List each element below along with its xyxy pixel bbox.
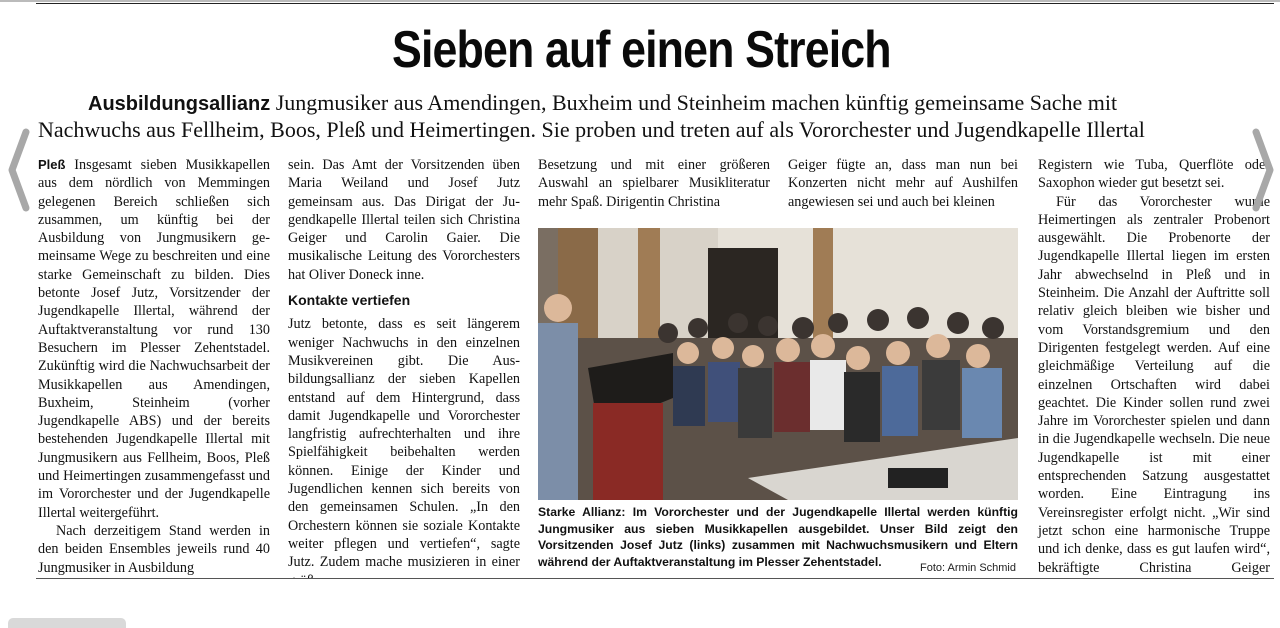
chevron-left-icon <box>6 128 32 212</box>
dateline: Pleß <box>38 157 66 172</box>
bottom-rule <box>36 578 1274 579</box>
next-page-button[interactable] <box>1248 125 1278 215</box>
article-column-4 <box>788 156 1018 212</box>
subhead-text-2: Nachwuchs aus Fellheim, Boos, Pleß und Heimertingen. Sie proben und treten auf als Vororchester und Jugendkapelle Illertal <box>38 117 1145 142</box>
photo-credit: Foto: Armin Schmid <box>920 562 1016 574</box>
article-photo <box>538 228 1018 500</box>
photo-caption: Starke Allianz: Im Vororchester und der Jugendkapelle Illertal werden künftig Jungmusiker aus sieben Musikkapellen ausgebildet. Unser Bild zeigt den Vorsitzenden Josef Jutz (links) zusammen mit Nachwuchsmusikern und Eltern während der Auftaktveranstaltung im Plesser Zehentstadel. <box>538 505 1018 569</box>
column-5-text-2: Für das Vororchester wurde Heimertingen als zentraler Probenort ausgewählt. Die Probenorte der Jugendkapelle Illertal liegen im ersten Jahr abwechselnd in Pleß und in Steinheim. Die Anzahl der Auftritte soll relativ gleich bleiben wie bisher und vom Vorstandsgremium und den Dirigenten festgelegt werden. Auf eine gleichmäßige Verteilung auf die einzelnen Ortschaften wird dabei geachtet. Die Kinder sollen rund zwei Jahre im Vororchester spielen und dann in die Jugendkapelle wechseln. Die neue Jugendkapelle ist mit einer entsprechenden Satzung ausgestattet worden. Eine Eintragung ins Vereinsregister erfolgt nicht. „Wir sind jetzt schon eine harmonische Truppe und ich denke, dass es gut laufen wird“, bekräftigte Christina Geiger <box>1038 193 1270 576</box>
chevron-right-icon <box>1250 128 1276 212</box>
section-heading: Kontakte vertiefen <box>288 292 411 309</box>
column-2-paragraph-2: Jutz betonte, dass es seit längerem weniger Nachwuchs in den einzelnen Musikvereinen gibt. Die Ausbildungsallianz der sieben Kapellen entstand auf dem Hintergrund, dass damit Jugendkapelle und Vororchester langfristig aufrechterhalten und ihre Spielfähigkeit beibehalten werden können. Einige der Kinder und Jugendlichen kennen sich bereits von den gemeinsamen Schulen. „In den Orchestern können sie soziale Kontakte weiter pflegen und vertiefen“, sagte Jutz. Zudem mache musizieren in einer <box>288 316 520 571</box>
article-column-3 <box>538 156 770 212</box>
column-4-paragraph: Geiger fügte an, dass man nun bei Konzerten nicht mehr auf Aushilfen angewiesen sei und auch bei kleinen <box>788 157 1018 210</box>
top-rule <box>36 3 1274 4</box>
photo-illustration <box>538 228 1018 500</box>
column-1-paragraph-1 <box>38 156 270 522</box>
scroll-handle[interactable] <box>8 618 126 628</box>
column-5-paragraph-2 <box>1038 193 1270 596</box>
article-subheadline <box>38 90 1270 143</box>
bottom-bar <box>0 578 1280 628</box>
column-1-paragraph-2: Nach derzeitigem Stand werden in den beiden Ensembles jeweils rund 40 Jungmusiker in Ausbildung <box>38 522 270 576</box>
column-2-paragraph-1: sein. Das Amt der Vorsitzenden üben Maria Weiland und Josef Jutz gemeinsam aus. Das Dirigat der Jugendkapelle Illertal teilen sich Christina Geiger und Carolin Gaier. Die musikalische Leitung des Vororchesters hat Oliver Doneck inne. <box>288 157 520 283</box>
article-column-5 <box>1038 156 1270 576</box>
previous-page-button[interactable] <box>4 125 34 215</box>
article-column-1 <box>38 156 270 576</box>
column-3-paragraph: Besetzung und mit einer größeren Auswahl an spielbarer Musikliteratur mehr Spaß. Dirigentin Christina <box>538 157 770 210</box>
subhead-kicker: Ausbildungsallianz <box>88 93 271 115</box>
column-5-paragraph-1: Registern wie Tuba, Querflöte oder Saxophon wieder gut besetzt sei. <box>1038 157 1270 192</box>
article-column-2 <box>288 156 520 576</box>
subhead-line-1 <box>38 90 1270 117</box>
article-headline: Sieben auf einen Streich <box>392 21 891 79</box>
page-top-edge <box>0 0 1280 2</box>
subhead-text-1: Jungmusiker aus Amendingen, Buxheim und Steinheim machen künftig gemeinsame Sache mit <box>275 90 1118 115</box>
column-1-text-1: Insgesamt sieben Musikkapellen aus dem nördlich von Memmingen gelegenen Bereich schließen sich zusammen, um künftig bei der Ausbildung von Jungmusikern gemeinsame Wege zu beschreiten und eine starke Gemeinschaft zu bilden. Dies betonte Josef Jutz, Vorsitzender der Jugendkapelle Illertal, während der Auftaktveranstaltung vor rund 130 Besuchern im Plesser Zehentstadel. Zukünftig wird die Nachwuchsarbeit der Musikkapellen aus Amendingen, Buxheim, Steinheim (vorher Jugendkapelle ABS) und der bereits bestehenden Jugendkapelle Illertal mit Jungmusikern aus Fellheim, Boos, Pleß und Heimertingen zusammengefasst und im Vororchester und der Jugendkapelle Illertal weitergeführt. <box>38 157 270 521</box>
